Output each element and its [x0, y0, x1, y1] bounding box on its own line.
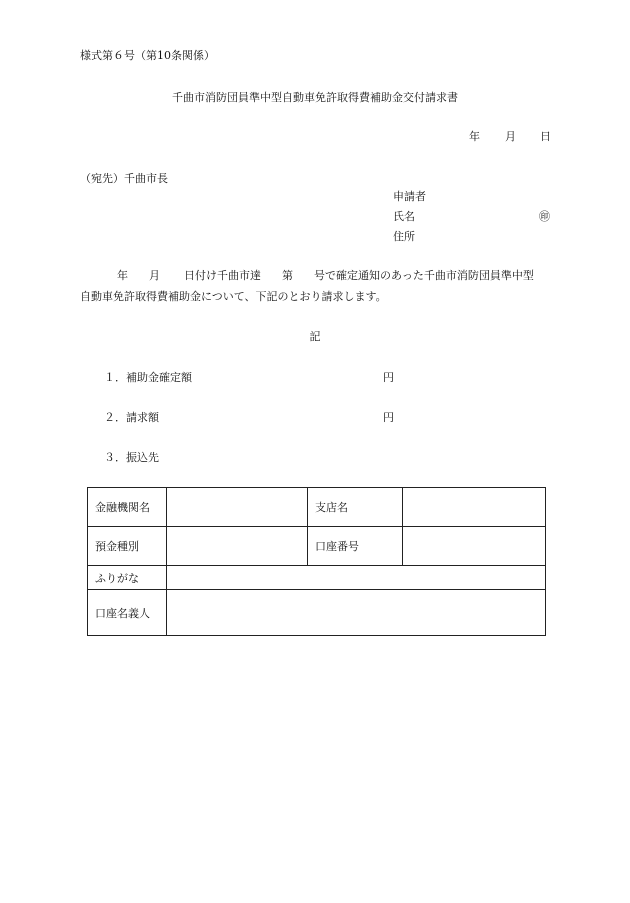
- form-title: 千曲市消防団員準中型自動車免許取得費補助金交付請求書: [172, 91, 458, 104]
- deposit-type-field[interactable]: [167, 527, 308, 566]
- addressee: （宛先）千曲市長: [80, 172, 168, 185]
- table-row: [88, 527, 546, 566]
- deposit-type-label: 預金種別: [88, 527, 167, 566]
- item-claim-amount-unit: 円: [383, 411, 394, 424]
- table-row: [88, 590, 546, 636]
- date-year: 年: [469, 130, 480, 143]
- account-number-field[interactable]: [403, 527, 546, 566]
- body-line1-rest: 号で確定通知のあった千曲市消防団員準中型: [314, 269, 534, 282]
- body-number-prefix: 第: [282, 269, 293, 282]
- body-month: 月: [149, 269, 160, 282]
- account-holder-label: 口座名義人: [88, 590, 167, 636]
- date-day: 日: [540, 130, 551, 143]
- table-row: [88, 566, 546, 590]
- item-confirmed-amount-unit: 円: [383, 371, 394, 384]
- account-number-label: 口座番号: [308, 527, 403, 566]
- bank-name-label: 金融機関名: [88, 488, 167, 527]
- applicant-address-label: 住所: [393, 230, 415, 243]
- furigana-field[interactable]: [167, 566, 546, 590]
- seal-mark: ㊞: [539, 210, 550, 223]
- bank-account-table: [87, 487, 546, 636]
- table-row: [88, 488, 546, 527]
- date-month: 月: [505, 130, 516, 143]
- item-claim-amount-label: ２．請求額: [104, 411, 159, 424]
- item-transfer-label: ３．振込先: [104, 451, 159, 464]
- body-line2: 自動車免許取得費補助金について、下記のとおり請求します。: [80, 290, 387, 303]
- body-dated: 日付け千曲市達: [184, 269, 261, 282]
- body-year: 年: [117, 269, 128, 282]
- furigana-label: ふりがな: [88, 566, 167, 590]
- form-number: 様式第６号（第10条関係）: [80, 49, 215, 62]
- branch-field[interactable]: [403, 488, 546, 527]
- applicant-heading: 申請者: [393, 190, 426, 203]
- applicant-name-label: 氏名: [393, 210, 415, 223]
- account-holder-field[interactable]: [167, 590, 546, 636]
- branch-label: 支店名: [308, 488, 403, 527]
- ki-heading: 記: [309, 330, 321, 343]
- bank-name-field[interactable]: [167, 488, 308, 527]
- item-confirmed-amount-label: １．補助金確定額: [104, 371, 192, 384]
